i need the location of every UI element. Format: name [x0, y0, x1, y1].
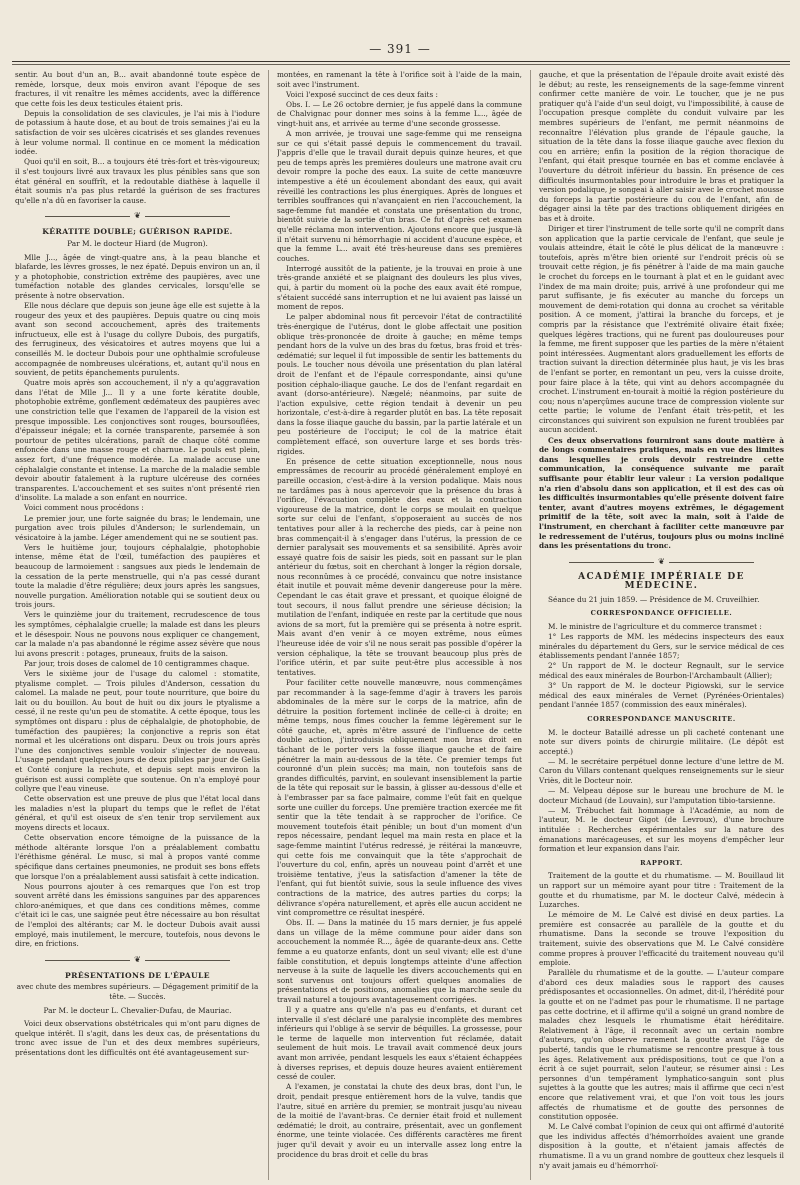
- paragraph: — M. Trébuchet fait hommage à l'Académie, au nom de l'auteur, M. le docteur Gigot (de Levroux), d'une brochure intitulée : Recherches expérimentales sur la nature des émanations marécageuses, et sur les moyens d'empêcher leur formation et leur expansion dans l'air.: [539, 805, 784, 854]
- ornament: ❦: [130, 211, 145, 220]
- article-title-keratite: KÉRATITE DOUBLE; GUÉRISON RAPIDE.: [42, 227, 233, 237]
- header-rule: [12, 61, 790, 62]
- paragraph: Le palper abdominal nous fit percevoir l'état de contractilité très-énergique de l'utérus, dont le globe affectait une position oblique très-prononcée de droite à gauche; en même temps pendant hors de la vulve un des bras du fœtus, bras froid et très-œdématié; sur lequel il fut impossible de sentir les battements du pouls. Le toucher nous dévoila une présentation du plan latéral droit de l'enfant et de l'épaule correspondante, ainsi qu'une position céphalo-iliaque gauche. Le dos de l'enfant regardait en avant (dorso-antérieure). Nægelé; néanmoins, par suite de l'action expulsive, cette région tendait à devenir un peu horizontale, c'est-à-dire à regarder plutôt en bas. La tête reposait dans la fosse iliaque gauche du bassin, par la partie latérale et un peu postérieure de l'occiput; le col de la matrice était complètement effacé, son ouverture large et ses bords très-rigides.: [277, 312, 522, 456]
- column-right: [539, 70, 784, 1180]
- section-divider: [15, 955, 260, 965]
- paragraph: — M. le secrétaire perpétuel donne lecture d'une lettre de M. Caron du Villars contenant quelques renseignements sur le sieur Vriès, dit le Docteur noir.: [539, 756, 784, 785]
- paragraph: Depuis la consolidation de ses clavicules, je l'ai mis à l'iodure de potassium à haute dose, et au bout de trois semaines j'ai eu la satisfaction de voir ses ulcères cicatrisés et ses glandes revenues à leur volume normal. Il continue en ce moment la médication iodée.: [15, 108, 260, 157]
- section-divider: [15, 211, 260, 221]
- paragraph: Pour faciliter cette nouvelle manœuvre, nous commençâmes par recommander à la sage-femme d'agir à travers les parois abdominales de la mère sur le corps de la matrice, afin de détruire la position fortement inclinée de celle-ci à droite; en même temps, nous fîmes coucher la femme légèrement sur le côté gauche, et, après m'être assuré de l'influence de cette double action, j'introduisis obliquement mon bras droit en tâchant de le porter vers la fosse iliaque gauche et de faire pénétrer la main au-dessous de la tête. Ce premier temps fut couronné d'un plein succès; ma main, non toutefois sans de grandes difficultés, parvint, en soulevant insensiblement la partie de la tête qui reposait sur le bassin, à glisser au-dessous d'elle et à l'embrasser par sa face palmaire, comme l'eût fait en quelque sorte une cuiller du forceps. Une première traction exercée me fit sentir que la tête tendait à se rapprocher de l'orifice. Ce mouvement toutefois était pénible; un bout d'un moment d'un repos nécessaire, pendant lequel ma main resta en place et la sage-femme maintint l'utérus redressé, je réitérai la manœuvre, qui cette fois me convainquit que la tête s'approchait de l'ouverture du col, enfin, après un nouveau point d'arrêt et une troisième tentative, j'eus la satisfaction d'amener la tête de l'enfant, qui fut bientôt suivie, sous la seule influence des vives contractions de la matrice, des autres parties du corps; la délivrance s'opéra naturellement, et après elle aucun accident ne vint compromettre ce résultat inespéré.: [277, 677, 522, 918]
- column-middle: [277, 70, 522, 1180]
- paragraph: montées, en ramenant la tête à l'orifice soit à l'aide de la main, soit avec l'instrument.: [277, 70, 522, 89]
- subheading-report: RAPPORT.: [640, 858, 683, 867]
- paragraph: Obs. II. — Dans la matinée du 15 mars dernier, je fus appelé dans un village de la même commune pour aider dans son accouchement la nommée R..., âgée de quarante-deux ans. Cette femme a eu quatorze enfants, dont un seul vivant; elle est d'une faible constitution, et depuis longtemps atteinte d'une affection nerveuse à la suite de laquelle les divers accouchements qui en sont survenus ont toujours offert quelques anomalies de présentations et de positions, anomalies que la marche seule du travail naturel a toujours avantageusement corrigées.: [277, 918, 522, 1004]
- paragraph: Vers le quinzième jour du traitement, recrudescence de tous les symptômes, céphalalgie cruelle; la malade est dans les pleurs et le désespoir. Nous ne pouvons nous expliquer ce changement, car la malade n'a pas abandonné le régime assez sévère que nous lui avons prescrit : potages, pruneaux, fruits de la saison.: [15, 610, 260, 658]
- session-line: Séance du 21 juin 1859. — Présidence de M. Cruveilhier.: [548, 594, 760, 604]
- paragraph: M. le ministre de l'agriculture et du commerce transmet :: [548, 622, 762, 632]
- paragraph: Voici l'exposé succinct de ces deux faits :: [286, 89, 439, 99]
- paragraph: Le premier jour, une forte saignée du bras; le lendemain, une purgation avec trois pilules d'Anderson; le surlendemain, un vésicatoire à la jambe. Léger amendement qui ne se soutient pas.: [15, 513, 260, 542]
- conclusion-paragraph: Ces deux observations fourniront sans doute matière à de longs commentaires pratiques, mais en vue des limites dans lesquelles je crois devoir restreindre cette communication, la conséquence suivante me paraît suffisante pour établir leur valeur : La version podalique n'a rien d'absolu dans son application, et il est des cas où les difficultés insurmontables qu'elle présente doivent faire tenter, avant d'autres moyens extrêmes, le dégagement primitif de la tête, soit avec la main, soit à l'aide de l'instrument, en cherchant à faciliter cette manœuvre par le redressement de l'utérus, toujours plus ou moins incliné dans les présentations du tronc.: [539, 435, 784, 551]
- paragraph: Il y a quatre ans qu'elle n'a pas eu d'enfants, et durant cet intervalle il s'est déclaré une paralysie incomplète des membres inférieurs qui l'oblige à se servir de béquilles. La grossesse, pour le terme de laquelle mon intervention fut réclamée, datait seulement de huit mois. Le travail avait commencé deux jours avant mon arrivée, pendant lesquels les eaux s'étaient échappées à diverses reprises, et depuis douze heures avaient entièrement cessé de couler.: [277, 1005, 522, 1082]
- paragraph: 3° Un rapport de M. le docteur Pigiowski, sur le service médical des eaux minérales de Vernet (Pyrénées-Orientales) pendant l'année 1857 (commission des eaux minérales).: [539, 681, 784, 710]
- paragraph: Quoi qu'il en soit, B... a toujours été très-fort et très-vigoureux; il s'est toujours livré aux travaux les plus pénibles sans que son état général en souffrît, et la redoutable diathèse à laquelle il était soumis n'a pas plus retardé la guérison de ses fractures qu'elle n'a dû en favoriser la cause.: [15, 157, 260, 205]
- article-subtitle: avec chute des membres supérieurs. — Dégagement primitif de la tête. — Succès.: [16, 982, 259, 1001]
- ornament: ❦: [130, 955, 145, 964]
- paragraph: Le mémoire de M. Le Calvé est divisé en deux parties. La première est consacrée au parallèle de la goutte et du rhumatisme. Dans la seconde se trouve l'exposition du traitement, suivie des observations que M. Le Calvé considère comme propres à prouver l'efficacité du traitement nouveau qu'il emploie.: [539, 910, 784, 968]
- paragraph: Quatre mois après son accouchement, il n'y a qu'aggravation dans l'état de Mlle J... Il y a une forte kératite double, photophobie extrême, gonflement œdémateux des paupières avec une constriction telle que l'examen de l'appareil de la vision est presque impossible. Les conjonctives sont rouges, boursouflées, d'épaisseur inégale; et la cornée transparente, parsemée à son pourtour de petites ulcérations, paraît de chaque côté comme enfoncée dans une masse rouge et charnue. Le pouls est plein, assez fort, d'une fréquence modérée. La malade accuse une céphalalgie constante et intense. La marche de la maladie semble devoir aboutir fatalement à la rupture ulcéreuse des cornées transparentes. L'accouchement et ses suites n'ont présenté rien d'insolite. La malade a son enfant en nourrice.: [15, 378, 260, 503]
- paragraph: A l'examen, je constatai la chute des deux bras, dont l'un, le droit, pendait presque entièrement hors de la vulve, tandis que l'autre, situé en arrière du premier, se montrait jusqu'au niveau de la moitié de l'avant-bras. Ce dernier était froid et nullement œdématié; le droit, au contraire, présentait, avec un gonflement énorme, une teinte violacée. Ces différents caractères me firent juger qu'il devait y avoir eu un intervalle assez long entre la procidence du bras droit et celle du bras: [277, 1082, 522, 1159]
- paragraph: A mon arrivée, je trouvai une sage-femme qui me renseigna sur ce qui s'était passé depuis le commencement du travail. J'appris d'elle que le travail durait depuis quinze heures, et que peu de temps après les premières douleurs une matrone avait cru devoir rompre la poche des eaux. La suite de cette manœuvre intempestive a été un écoulement abondant des eaux, qui avait réveillé les contractions les plus énergiques. Après de longues et terribles souffrances qui n'avançaient en rien l'accouchement, la sage-femme fut mandée et constata une présentation du tronc, bientôt suivie de la sortie d'un bras. Ce fut d'après cet examen qu'elle réclama mon intervention. Ajoutons encore que jusque-là il n'était survenu ni hémorrhagie ni accident d'aucune espèce, et que la femme L... avait été très-heureuse dans ses premières couches.: [277, 129, 522, 263]
- subheading-manuscript-correspondence: CORRESPONDANCE MANUSCRITE.: [587, 714, 736, 723]
- paragraph: Nous pourrons ajouter à ces remarques que l'on est trop souvent arrêté dans les émissions sanguines par des apparences chloro-anémiques, et que dans ces conditions mêmes, comme c'était ici le cas, une saignée peut être nécessaire au bon résultat de l'emploi des altérants; car M. le docteur Dubois avait aussi employé, mais inutilement, le mercure, toutefois, nous devons le dire, en frictions.: [15, 881, 260, 949]
- paragraph: Voici deux observations obstétricales qui m'ont paru dignes de quelque intérêt. Il s'agit, dans les deux cas, de présentations du tronc avec issue de l'un et des deux membres supérieurs, présentations dont les difficultés ont été avantageusement sur-: [15, 1019, 260, 1057]
- column-separator: [268, 70, 269, 1180]
- paragraph: M. Le Calvé combat l'opinion de ceux qui ont affirmé d'autorité que les individus affectés d'hémorrhoïdes avaient une grande disposition à la goutte, et n'étaient jamais affectés de rhumatisme. Il a vu un grand nombre de goutteux chez lesquels il n'y avait jamais eu d'hémorrhoï-: [539, 1122, 784, 1170]
- paragraph: 1° Les rapports de MM. les médecins inspecteurs des eaux minérales du département du Gers, sur le service médical de ces établissements pendant l'année 1857;: [539, 632, 784, 661]
- page-number: — 391 —: [369, 42, 431, 56]
- paragraph: Obs. I. — Le 26 octobre dernier, je fus appelé dans la commune de Chalvignac pour donner mes soins à la femme L..., âgée de vingt-huit ans, et arrivée au terme d'une seconde grossesse.: [277, 99, 522, 128]
- column-left: [15, 70, 260, 1180]
- paragraph: M. le docteur Bataillé adresse un pli cacheté contenant une note sur divers points de chirurgie militaire. (Le dépôt est accepté.): [539, 727, 784, 756]
- article-title-epaule: PRÉSENTATIONS DE L'ÉPAULE: [65, 970, 210, 980]
- paragraph: Vers le sixième jour de l'usage du calomel : stomatite, ptyalisme complet. — Trois pilules d'Anderson, cessation du calomel. La malade ne peut, pour toute nourriture, que boire du lait ou du bouillon. Au bout de huit ou dix jours le ptyalisme a cessé, il ne reste qu'un peu de stomatite. A cette époque, tous les symptômes ont disparu : plus de céphalalgie, de photophobie, de tuméfaction des paupières; la conjonctive a repris son état normal et les ulcérations ont disparu. Deux ou trois jours après l'une des conjonctives semble vouloir s'injecter de nouveau. L'usage pendant quelques jours de deux pilules par jour de Gelis et Conté conjure la rechute, et depuis sept mois environ la guérison est aussi complète que soutenue. On n'a employé pour collyre que l'eau vineuse.: [15, 669, 260, 794]
- column-separator: [530, 70, 531, 1180]
- paragraph: sentir. Au bout d'un an, B... avait abandonné toute espèce de remède, lorsque, deux mois environ avant l'époque de ses fractures, il vit renaître les mêmes accidents, avec la différence que cette fois les deux testicules étaient pris.: [15, 70, 260, 108]
- paragraph: Diriger et tirer l'instrument de telle sorte qu'il ne comprît dans son application que la partie cervicale de l'enfant, que seule je voulais atteindre, était le côté le plus délicat de la manœuvre : toutefois, après m'être bien orienté sur l'endroit précis où se trouvait cette région, je fis pénétrer à l'aide de ma main gauche le crochet du forceps en le tournant à plat et en le guidant avec l'index de ma main droite; puis, arrivé à une profondeur qui me parut suffisante, je fis exécuter au manche du forceps un mouvement de demi-rotation qui donna au crochet sa véritable position. A ce moment, j'attirai la branche du forceps, et je compris par la résistance que l'extrémité olivaire était fixée; quelques légères tractions, qui ne furent pas douloureuses pour la femme, me firent supposer que les parties de la mère n'étaient point intéressées. Augmentant alors graduellement les efforts de traction suivant la direction déterminée plus haut, je vis les bras de l'enfant se porter, en remontant un peu, vers la cuisse droite, pour faire place à la tête, qui vint au dehors accompagnée du crochet. L'instrument en-tourait à moitié la région postérieure du cou; nous n'aperçûmes aucune trace de compression violente sur cette partie; le volume de l'enfant était très-petit, et les circonstances qui suivirent son expulsion ne furent troublées par aucun accident.: [539, 224, 784, 435]
- section-divider: [539, 557, 784, 567]
- paragraph: 2° Un rapport de M. le docteur Regnault, sur le service médical des eaux minérales de Bourbon-l'Archambault (Allier);: [539, 661, 784, 681]
- paragraph: Cette observation est une preuve de plus que l'état local dans les maladies n'est la plupart du temps que le reflet de l'état général, et qu'il est oiseux de s'en tenir trop servilement aux moyens directs et locaux.: [15, 794, 260, 833]
- header-rule-secondary: [12, 64, 790, 65]
- paragraph: Cette observation encore témoigne de la puissance de la méthode altérante lorsque l'on a préalablement combattu l'éréthisme général. Le musc, si mal à propos vanté comme spécifique dans certaines pneumonies, ne produit ses bons effets que lorsque l'on a préalablement aussi satisfait à cette indication.: [15, 833, 260, 881]
- academy-title: ACADÉMIE IMPÉRIALE DE MÉDECINE.: [578, 571, 745, 592]
- paragraph: Vers le huitième jour, toujours céphalalgie, photophobie intense, même état de l'œil, tuméfaction des paupières et beaucoup de larmoiement : sangsues aux pieds le lendemain de la cessation de la perte menstruelle, qui n'a pas cessé durant toute la maladie d'être régulière; deux jours après les sangsues, nouvelle purgation. Amélioration notable qui se soutient deux ou trois jours.: [15, 542, 260, 610]
- subheading-official-correspondence: CORRESPONDANCE OFFICIELLE.: [590, 609, 733, 618]
- paragraph: Interrogé aussitôt de la patiente, je la trouvai en proie à une très-grande anxiété et se plaignant des douleurs les plus vives, qui, à partir du moment où la poche des eaux avait été rompue, s'étaient succédé sans interruption et ne lui avaient pas laissé un moment de repos.: [277, 263, 522, 312]
- paragraph: Mlle J..., âgée de vingt-quatre ans, à la peau blanche et blafarde, les lèvres grosses, le nez épaté. Depuis environ un an, il y a photophobie, constriction extrême des paupières, avec une tuméfaction notable des glandes cervicales, lorsqu'elle se présente à notre observation.: [15, 252, 260, 300]
- paragraph: Parallèle du rhumatisme et de la goutte. — L'auteur compare d'abord ces deux maladies sous le rapport des causes prédisposantes et occasionnelles. On admet, dit-il, l'hérédité pour la goutte et on ne l'admet pas pour le rhumatisme. Il ne partage pas cette doctrine, et il affirme qu'il a soigné un grand nombre de malades chez lesquels le rhumatisme était héréditaire. Relativement à l'âge, il reconnaît avec un certain nombre d'auteurs, qu'on observe rarement la goutte avant l'âge de puberté, tandis que le rhumatisme se rencontre presque à tous les âges. Relativement aux prédispositions, tout ce que l'on a écrit à ce sujet pourrait, selon l'auteur, se résumer ainsi : Les personnes d'un tempérament lymphatico-sanguin sont plus sujettes à la goutte que les autres; mais il affirme que ceci n'est encore que relativement vrai, et que l'on voit tous les jours affectés de rhumatisme et de goutte des personnes de constitution opposée.: [539, 968, 784, 1122]
- paragraph: gauche, et que la présentation de l'épaule droite avait existé dès le début; au reste, les renseignements de la sage-femme vinrent confirmer cette manière de voir. Le toucher, que je ne pus pratiquer qu'à l'aide d'un seul doigt, vu l'impossibilité, à cause de l'occupation presque complète du conduit vulvaire par les membres supérieurs de l'enfant, me permit néanmoins de reconnaître l'élévation plus grande de l'épaule gauche, la situation de la tête dans la fosse iliaque gauche avec flexion du cou en arrière; enfin la position de la région thoracique de l'enfant, qui était presque tournée en bas et comme enclavée à l'ouverture du détroit inférieur du bassin. En présence de ces difficultés insurmontables pour introduire le bras et pratiquer la version podalique, je songeai à aller saisir avec le crochet mousse du forceps la partie postérieure du cou de l'enfant, afin de dégager ainsi la tête par des tractions obliquement dirigées en bas et à droite.: [539, 70, 784, 223]
- ornament: ❦: [654, 557, 669, 566]
- byline: Par M. le docteur L. Chevalier-Dufau, de Mauriac.: [43, 1005, 232, 1015]
- paragraph: En présence de cette situation exceptionnelle, nous nous empressâmes de recourir au procédé généralement employé en pareille occasion, c'est-à-dire à la version podalique. Mais nous ne tardâmes pas à nous apercevoir que la présence du bras à l'orifice, l'évacuation complète des eaux et la contraction vigoureuse de la matrice, dont le corps se moulait en quelque sorte sur celui de l'enfant, s'opposeraient au succès de nos tentatives pour aller à la recherche des pieds, car à peine non bras commençait-il à s'engager dans l'utérus, la pression de ce dernier paralysait ses mouvements et sa sensibilité. Après avoir essayé quatre fois de saisir les pieds, soit en passant sur le plan antérieur du fœtus, soit en cherchant à longer la région dorsale, nous reconnûmes à ce procédé, convaincu que notre insistance était inutile et pouvait même devenir dangereuse pour la mère. Cependant le cas était grave et pressant, et quoique éloigné de tout secours, il nous fallut prendre une sérieuse décision; la mutilation de l'enfant, indiquée en reste par la certitude que nous avions de sa mort, fut la première qui se présenta à notre esprit. Mais avant d'en venir à ce moyen extrême, nous eûmes l'heureuse idée de voir s'il ne nous serait pas possible d'opérer la version céphalique, la tête se trouvant beaucoup plus près de l'orifice utérin, et par suite peut-être plus accessible à nos tentatives.: [277, 456, 522, 677]
- paragraph: Voici comment nous procédons :: [24, 503, 144, 513]
- paragraph: — M. Velpeau dépose sur le bureau une brochure de M. le docteur Michaud (de Louvain), sur l'amputation tibio-tarsienne.: [539, 786, 784, 805]
- paragraph: Par jour, trois doses de calomel de 10 centigrammes chaque.: [24, 658, 250, 668]
- paragraph: Elle nous déclare que depuis son jeune âge elle est sujette à la rougeur des yeux et des paupières. Depuis quatre ou cinq mois avant son second accouchement, après des traitements infructueux, elle est à l'usage du collyre Dubois, des purgatifs, des ferrugineux, des vésicatoires et autres moyens que lui a conseillés M. le docteur Dubois pour une ophthalmie scrofuleuse accompagnée de nombreuses ulcérations, et, autant qu'il nous en souvient, de petits épanchements purulents.: [15, 300, 260, 378]
- paragraph: Traitement de la goutte et du rhumatisme. — M. Bouillaud lit un rapport sur un mémoire ayant pour titre : Traitement de la goutte et du rhumatisme, par M. le docteur Calvé, médecin à Luzarches.: [539, 871, 784, 910]
- byline: Par M. le docteur Hiard (de Mugron).: [67, 238, 208, 248]
